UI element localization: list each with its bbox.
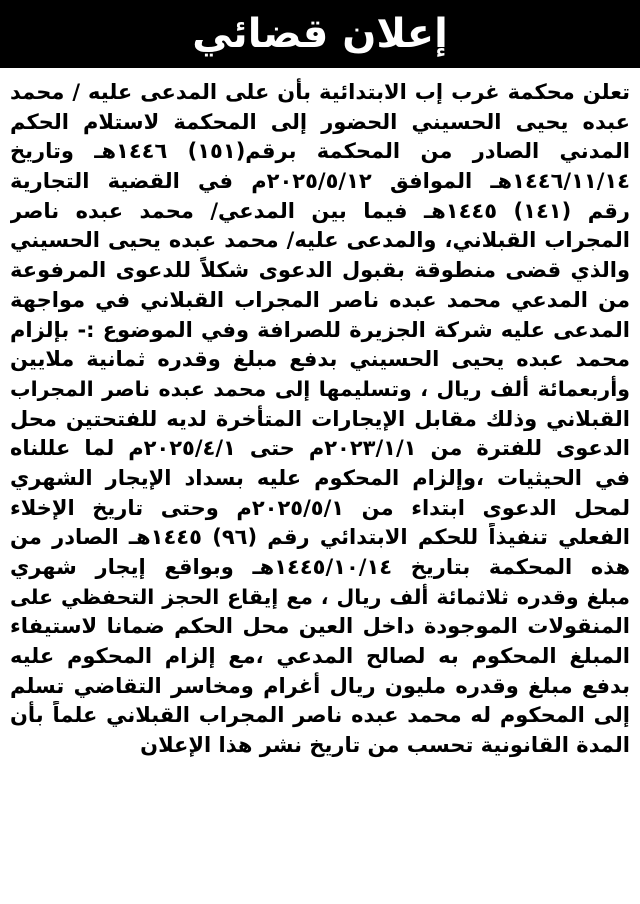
body-line: المبلغ المحكوم به لصالح المدعي ،مع إلزام المحكوم عليه: [10, 644, 630, 669]
body-line: المجراب القبلاني، والمدعى عليه/ محمد عبده يحيى الحسيني: [10, 228, 630, 253]
body-line: الدعوى للفترة من ٢٠٢٣/١/١م حتى ٢٠٢٥/٤/١م لما عللناه: [10, 436, 630, 461]
body-line: مبلغ وقدره ثلاثمائة ألف ريال ، مع إيقاع الحجز التحفظي على: [10, 584, 630, 609]
body-line: والذي قضى منطوقة بقبول الدعوى شكلاً للدعوى المرفوعة: [10, 258, 630, 283]
body-line: المنقولات الموجودة داخل العين محل الحكم ضمانا لاستيفاء: [10, 614, 630, 639]
body-line: تعلن محكمة غرب إب الابتدائية بأن على المدعى عليه / محمد: [10, 80, 630, 104]
body-line: بدفع مبلغ وقدره مليون ريال أغرام ومخاسر التقاضي تسلم: [10, 673, 630, 698]
notice-header: [0, 0, 640, 68]
body-line: رقم (١٤١) ١٤٤٥هـ فيما بين المدعي/ محمد عبده ناصر: [10, 198, 630, 223]
body-line: هذه المحكمة بتاريخ ١٤٤٥/١٠/١٤هـ وبواقع إيجار شهري: [10, 555, 630, 579]
body-line: عبده يحيى الحسيني الحضور إلى المحكمة لاستلام الحكم: [10, 109, 630, 134]
body-line: الفعلي تنفيذاً للحكم الابتدائي رقم (٩٦) ١٤٤٥هـ الصادر من: [10, 525, 630, 550]
body-line: محمد عبده يحيى الحسيني بدفع مبلغ وقدره ثمانية ملايين: [10, 347, 630, 372]
body-line: إلى المحكوم له محمد عبده ناصر المجراب القبلاني علماً بأن: [10, 703, 630, 728]
body-line: من المدعي محمد عبده ناصر المجراب القبلاني في مواجهة: [10, 287, 630, 312]
body-line: في الحيثيات ،وإلزام المحكوم عليه بسداد الإيجار الشهري: [10, 465, 630, 490]
notice-body: [10, 78, 630, 761]
body-line: المدني الصادر من المحكمة برقم(١٥١) ١٤٤٦هـ وتاريخ: [10, 139, 630, 164]
body-line: المدعى عليه شركة الجزيرة للصرافة وفي الموضوع :- بإلزام: [10, 317, 630, 342]
body-line: لمحل الدعوى ابتداء من ٢٠٢٥/٥/١م وحتى تاريخ الإخلاء: [10, 495, 630, 520]
body-line: ١٤٤٦/١١/١٤هـ الموافق ٢٠٢٥/٥/١٢م في القضية التجارية: [10, 169, 630, 194]
notice-title: إعلان قضائي: [192, 11, 448, 57]
body-line: المدة القانونية تحسب من تاريخ نشر هذا الإعلان: [140, 733, 630, 758]
body-line: وأربعمائة ألف ريال ، وتسليمها إلى محمد عبده ناصر المجراب: [10, 376, 630, 401]
body-line: القبلاني وذلك مقابل الإيجارات المتأخرة لديه للفتحتين محل: [10, 406, 630, 431]
